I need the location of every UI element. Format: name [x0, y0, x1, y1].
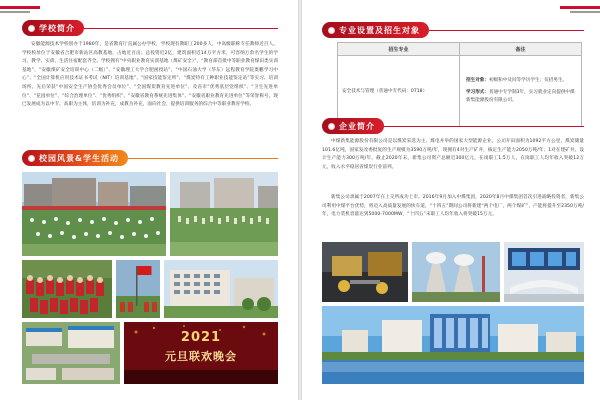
company-para-1: 中煤新集能源股份有限公司是以煤炭采选为主、煤电并举的国家大型能源企业。公司开田面积为1092平方公里，煤炭储量101.6亿吨，国家发改委批复的生产规模为3590万吨/年，现拥有4对生产矿井，核定生产能力2050万吨/年；1对在建矿井，设计生产能力300万吨/年。截止2020年末，新集公司资产总额近300亿元，在岗职工1.5万人，在岗职工人均年收入突破12万元，收入水平稳居省煤炭行业前列。	[322, 139, 584, 170]
majors-table	[337, 42, 582, 127]
photo-coal-mine	[322, 242, 408, 302]
photo-power-plant	[412, 242, 500, 302]
photo-company-hq	[322, 306, 584, 384]
school-intro-title: 学校简介	[39, 23, 75, 33]
corner-stripe	[570, 11, 600, 13]
photo-students-group	[22, 260, 112, 318]
major-name: 安全技术与管理（普通中专代码：0718）	[338, 56, 460, 127]
gala-year: 2021	[180, 330, 222, 345]
corner-stripe	[560, 6, 600, 9]
company-title: 企业简介	[339, 121, 375, 131]
table-row	[338, 56, 582, 127]
school-intro-header	[22, 20, 278, 36]
company-header	[322, 118, 584, 134]
majors-title: 专业设置及招生对象	[339, 25, 420, 35]
photo-parade-ground	[170, 172, 278, 256]
majors-header	[322, 22, 584, 38]
bullet-icon	[28, 25, 35, 32]
divider	[429, 30, 584, 31]
right-page	[302, 0, 600, 400]
divider	[128, 158, 278, 159]
photo-student-rally	[22, 172, 166, 256]
company-para-2: 新集公司隶属于2007年在上交所成功上市。2016年9月加入中煤集团，2020年8月中煤集团首次引进战略投资者，新集公司利用中煤平台优势，将迈入高质量发展的快车道，“十四五”期间公司将新建“两个电厂，两个煤矿”，产能将提升至2350万吨/年，电力装机容量达到5000-7000MW，“十四五”末职工人均年收入将突破15万元。	[322, 195, 584, 218]
header-note: 备注	[460, 43, 582, 56]
note-target: 招生对象：初级和中及同等学历学生；仅招男生。	[466, 78, 568, 83]
photo-flag-ceremony	[116, 260, 160, 318]
school-intro-body: 安徽能源技术学校创办于1980年，是省教育厅直属公办学校，学校现有教职工200多人，中高级职称专任教师近百人。学校校址位于安徽省合肥市新站区高教基地，占地近百亩；总投资近2亿，建筑面积近14万平方米，可容纳万余名学生的学习、教学、实训、生活住宿配套齐全。学校拥有“中央职业教育实训基地（煤矿安全）”、“教育部首批中等职业教育煤田类实训基地”、“安徽煤矿安全培训中心（二级）”、“安徽理工大学合肥函授站”、“中国石油大学（华东）远程教育学院奥鹏学习中心”、“全国计算机应用技术证书考试（NIT）培训基地”、“国家技能鉴定所”、“煤炭特有工种职业技能鉴定站”等实习、培训场所。先后荣获“中国安全生产协会优秀会员单位”、“全国煤炭教育先进单位”、及省市“优秀基层党组织”、“卫生先进单位”、“花园单位”、“综合治理单位”、“优秀组织”、“安徽省教育系统先进集体”、“安徽省职业教育先进单位”等荣誉称号。现已发展成为以中专、高职为主体，培训为补充，成教为补充，面向社会，提供培训服务的综合中等职业教育学校。	[22, 42, 278, 108]
left-page	[0, 0, 298, 400]
gala-title: 元旦联欢晚会	[165, 350, 237, 363]
campus-header	[22, 150, 278, 166]
corner-stripe	[0, 11, 30, 13]
header-major: 招生专业	[338, 43, 460, 56]
bullet-icon	[328, 123, 335, 130]
photo-new-year-gala	[124, 322, 278, 384]
bullet-icon	[328, 27, 335, 34]
divider	[384, 126, 584, 127]
campus-title: 校园风景&学生活动	[39, 153, 119, 163]
photo-campus-building	[164, 260, 278, 318]
corner-stripe	[0, 6, 40, 9]
table-header-row	[338, 43, 582, 56]
photo-campus-aerial	[22, 322, 120, 384]
divider	[84, 28, 278, 29]
photo-control-room	[504, 242, 584, 302]
note-study-form: 学习形式：普通中专学制3年，实习就业定向提供中煤新集能源股份有限公司。	[466, 90, 575, 103]
bullet-icon	[28, 155, 35, 162]
